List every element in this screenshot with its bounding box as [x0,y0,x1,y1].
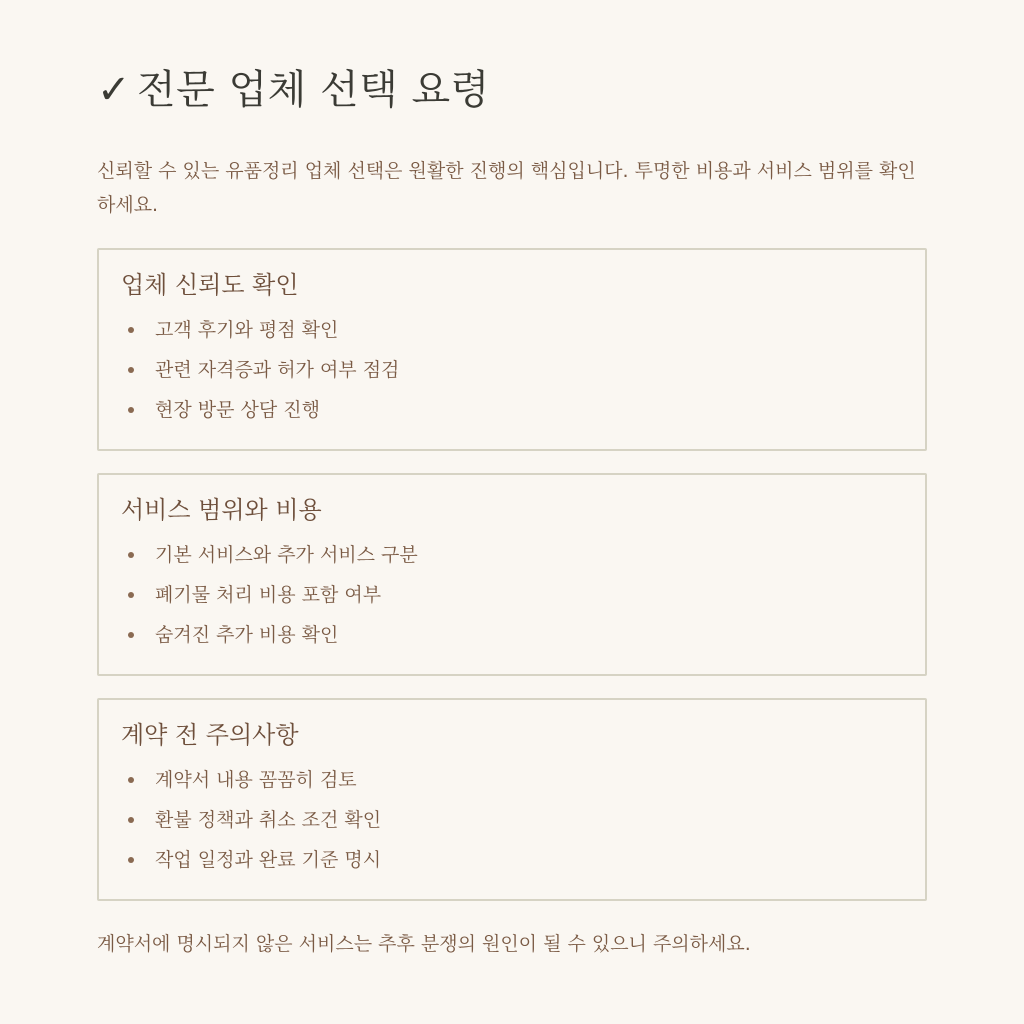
card-company-reliability [97,248,927,451]
checkmark-icon: ✓ [97,67,132,113]
list-item [121,575,903,615]
intro-paragraph: 신뢰할 수 있는 유품정리 업체 선택은 원활한 진행의 핵심입니다. 투명한 비용과 서비스 범위를 확인하세요. [97,160,916,216]
list-item [121,390,903,430]
card-list [97,248,927,901]
list-item-text: 고객 후기와 평점 확인 [155,319,339,341]
list-item-text: 현장 방문 상담 진행 [155,399,320,421]
card-item-list [121,535,903,655]
bullet-icon [128,327,134,333]
bullet-icon [128,632,134,638]
list-item-text: 환불 정책과 취소 조건 확인 [155,809,382,831]
bullet-icon [128,777,134,783]
card-service-scope-cost [97,473,927,676]
list-item [121,760,903,800]
bullet-icon [128,407,134,413]
footnote-warning: 계약서에 명시되지 않은 서비스는 추후 분쟁의 원인이 될 수 있으니 주의하세요. [97,933,751,955]
card-title: 서비스 범위와 비용 [121,496,322,524]
card-title: 업체 신뢰도 확인 [121,271,299,299]
list-item-text: 숨겨진 추가 비용 확인 [155,624,339,646]
page-content [97,62,927,959]
card-item-list [121,760,903,880]
list-item [121,350,903,390]
page-title [97,62,927,118]
card-item-list [121,310,903,430]
list-item [121,310,903,350]
list-item-text: 계약서 내용 꼼꼼히 검토 [155,769,357,791]
list-item-text: 작업 일정과 완료 기준 명시 [155,849,382,871]
list-item-text: 관련 자격증과 허가 여부 점검 [155,359,400,381]
list-item [121,535,903,575]
list-item-text: 기본 서비스와 추가 서비스 구분 [155,544,418,566]
card-title: 계약 전 주의사항 [121,721,299,749]
page-title-text: 전문 업체 선택 요령 [137,67,490,113]
bullet-icon [128,592,134,598]
bullet-icon [128,552,134,558]
list-item [121,840,903,880]
bullet-icon [128,367,134,373]
bullet-icon [128,857,134,863]
card-pre-contract-cautions [97,698,927,901]
list-item [121,615,903,655]
list-item-text: 폐기물 처리 비용 포함 여부 [155,584,382,606]
bullet-icon [128,817,134,823]
list-item [121,800,903,840]
